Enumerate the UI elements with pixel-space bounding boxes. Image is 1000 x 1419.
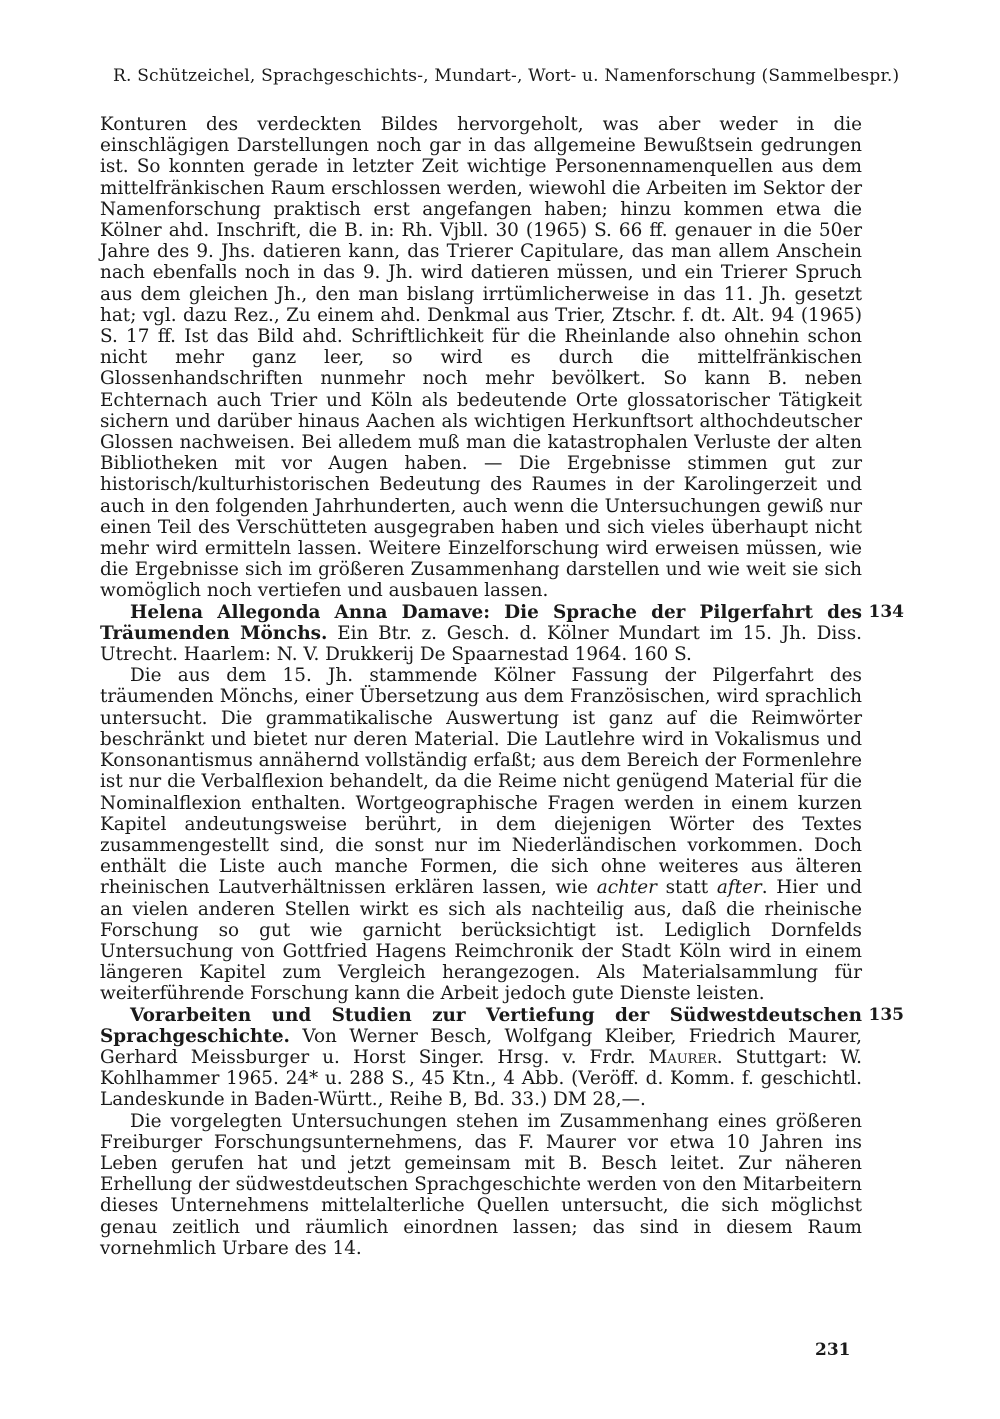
entry-number: 135 [868, 1004, 904, 1025]
running-header: R. Schützeichel, Sprachgeschichts-, Mundart-, Wort- u. Namenforschung (Sammelbespr.) [113, 66, 900, 86]
entry-citation-text: Von Werner Besch, Wolfgang Kleiber, Friedrich Maurer, Gerhard Meissburger u. Horst Singer. Hrsg. v. Frdr. [100, 1025, 862, 1068]
entry-citation [100, 602, 862, 666]
entry-citation-text: . Stuttgart: W. Kohlhammer 1965. 24* u. 288 S., 45 Ktn., 4 Abb. (Veröff. d. Komm. f. geschichtl. Landeskunde in Baden-Württ., Reihe B, Bd. 33.) DM 28,—. [100, 1046, 862, 1111]
review-text: statt [656, 877, 717, 899]
entry-review: Die vorgelegten Untersuchungen stehen im Zusammenhang eines größeren Freiburger Forschungsunternehmens, das F. Maurer vor etwa 10 Jahren ins Leben gerufen hat und jetzt gemeinsam mit B. Besch leitet. Zur näheren Erhellung der südwestdeutschen Sprachgeschichte werden von den Mitarbeitern dieses Unternehmens mittelalterliche Quellen untersucht, die sich möglichst genau zeitlich und räumlich einordnen lassen; das sind in diesem Raum vornehmlich Urbare des 14. [100, 1110, 862, 1259]
bibliography-entry [100, 601, 904, 1005]
entry-citation-text: Ein Btr. z. Gesch. d. Kölner Mundart im 15. Jh. Diss. Utrecht. Haarlem: N. V. Drukkerij De Spaarnestad 1964. 160 S. [100, 622, 862, 666]
editor-name: Maurer [648, 1046, 717, 1068]
review-text: Die aus dem 15. Jh. stammende Kölner Fassung der Pilgerfahrt des träumenden Mönchs, einer Übersetzung aus dem Französischen, wird sprachlich untersucht. Die grammatikalische Auswertung ist ganz auf die Reimwörter beschränkt und bietet nur deren Material. Die Lautlehre wird in Vokalismus und Konsonantismus annähernd vollständig erfaßt; aus dem Bereich der Formenlehre ist nur die Verbalflexion behandelt, da die Reime nicht genügend Material für die Nominalflexion enthalten. Wortgeographische Fragen werden in einem kurzen Kapitel andeutungsweise berührt, in dem diejenigen Wörter des Textes zusammengestellt sind, die sonst nur im Niederländischen vorkommen. Doch enthält die Liste auch manche Formen, die sich ohne weiteres aus älteren rheinischen Lautverhältnissen erklären lassen, wie [100, 665, 862, 899]
review-italic-term: achter [596, 877, 657, 899]
review-italic-term: after [716, 877, 762, 899]
entry-citation [100, 1005, 862, 1111]
entry-title: Helena Allegonda Anna Damave: Die Sprache der Pilgerfahrt des Träumenden Mönchs. [100, 601, 862, 644]
entry-number: 134 [868, 601, 904, 622]
article-body [100, 114, 904, 1259]
entry-review [100, 665, 862, 1004]
page-number: 231 [815, 1340, 851, 1360]
bibliography-entry [100, 1004, 904, 1259]
review-text: . Hier und an vielen anderen Stellen wirkt es sich als nachteilig aus, daß die rheinische Forschung so gut wie garnicht berücksichtigt ist. Lediglich Dornfelds Untersuchung von Gottfried Hagens Reimchronik der Stadt Köln wird in einem längeren Kapitel zum Vergleich herangezogen. Als Materialsammlung für weiterführende Forschung kann die Arbeit jedoch gute Dienste leisten. [100, 877, 863, 1005]
intro-paragraph: Konturen des verdeckten Bildes hervorgeholt, was aber weder in die einschlägigen Darstellungen noch gar in das allgemeine Bewußtsein gedrungen ist. So konnten gerade in letzter Zeit wichtige Personennamenquellen aus dem mittelfränkischen Raum erschlossen werden, wiewohl die Arbeiten im Sektor der Namenforschung praktisch erst angefangen haben; hinzu kommen etwa die Kölner ahd. Inschrift, die B. in: Rh. Vjbll. 30 (1965) S. 66 ff. genauer in die 50er Jahre des 9. Jhs. datieren kann, das Trierer Capitulare, das man allem Anschein nach ebenfalls noch in das 9. Jh. wird datieren müssen, und ein Trierer Spruch aus dem gleichen Jh., den man bislang irrtümlicherweise in das 11. Jh. gesetzt hat; vgl. dazu Rez., Zu einem ahd. Denkmal aus Trier, Ztschr. f. dt. Alt. 94 (1965) S. 17 ff. Ist das Bild ahd. Schriftlichkeit für die Rheinlande also ohnehin schon nicht mehr ganz leer, so wird es durch die mittelfränkischen Glossenhandschriften nunmehr noch mehr bevölkert. So kann B. neben Echternach auch Trier und Köln als bedeutende Orte glossatorischer Tätigkeit sichern und darüber hinaus Aachen als wichtigen Herkunftsort althochdeutscher Glossen nachweisen. Bei alledem muß man die katastrophalen Verluste der alten Bibliotheken mit vor Augen haben. — Die Ergebnisse stimmen gut zur historisch/kulturhistorischen Bedeutung des Raumes in der Karolingerzeit und auch in den folgenden Jahrhunderten, auch wenn die Untersuchungen gewiß nur einen Teil des Verschütteten ausgegraben haben und sich vieles überhaupt nicht mehr wird ermitteln lassen. Weitere Einzelforschung wird erweisen müssen, wie die Ergebnisse sich im größeren Zusammenhang darstellen und wie weit sie sich womöglich noch vertiefen und ausbauen lassen. [100, 114, 862, 602]
entry-title: Vorarbeiten und Studien zur Vertiefung der Südwestdeutschen Sprachgeschichte. [100, 1004, 862, 1047]
